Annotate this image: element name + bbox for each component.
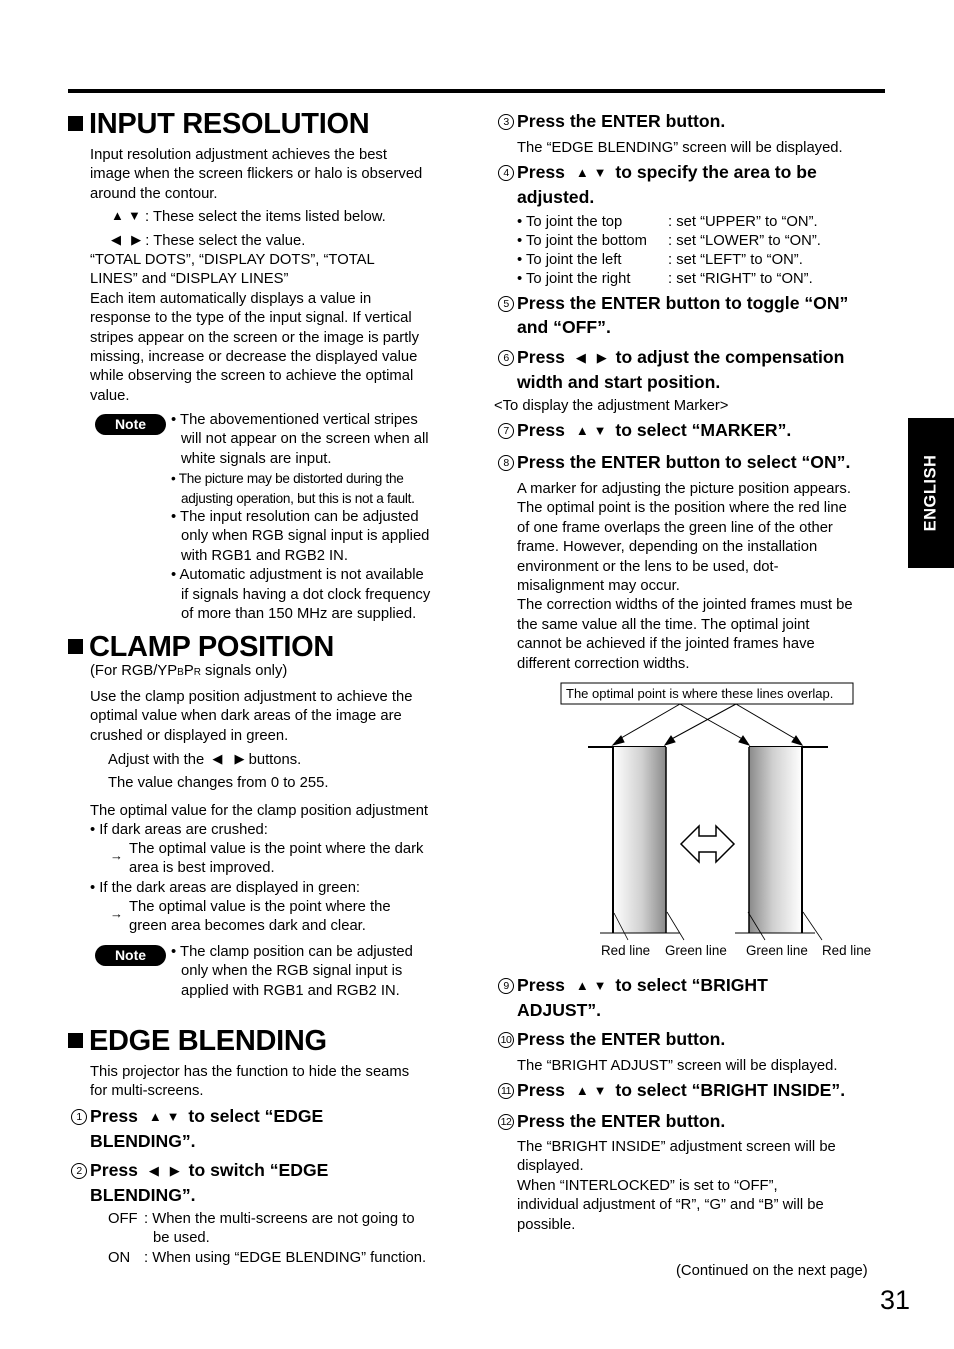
clamp-bullet-2: • If the dark areas are displayed in green: [90,880,361,896]
note-line: adjusting operation, but this is not a fault. [181,490,415,506]
down-arrow-icon: ▼ [593,423,607,438]
step-number: 9 [498,978,514,994]
step-1 [76,1104,324,1153]
square-bullet-icon [68,639,83,654]
step-text: to select “BRIGHT INSIDE”. [615,1080,846,1100]
note-line: • The clamp position can be adjusted [171,944,413,960]
note-line: • The abovementioned vertical stripes [171,412,418,428]
step-3-detail: The “EDGE BLENDING” screen will be displayed. [517,140,843,156]
note-line: only when the RGB signal input is [181,963,403,980]
option-off-key: OFF [108,1211,138,1227]
note-line: • The input resolution can be adjusted [171,509,419,526]
step-text: Press [517,162,565,182]
up-arrow-icon: ▲ [575,1083,589,1098]
text-line: while observing the screen to achieve the optimal [90,368,414,385]
step-number: 11 [498,1083,514,1099]
step-text: Press the ENTER button. [517,1029,726,1049]
up-arrow-icon: ▲ [575,423,589,438]
step-text: Press [90,1160,138,1180]
step-4 [503,160,817,209]
text-line: the same value all the time. The optimal joint [517,616,810,633]
square-bullet-icon [68,116,83,131]
step-3 [503,109,726,133]
text-line: The “BRIGHT INSIDE” adjustment screen will be [517,1139,836,1155]
text-part: signals only) [200,663,288,679]
option-off-text: : When the multi-screens are not going to [144,1211,415,1227]
step-text: Press [517,347,565,367]
right-pointing-arrow-icon: → [110,848,123,863]
clamp-note [171,943,413,1001]
text-line: green area becomes dark and clear. [129,918,366,935]
step-7 [503,418,792,443]
step-text: Press [90,1106,138,1126]
edge-blending-marker-diagram [560,680,890,970]
joint-value: : set “LEFT” to “ON”. [668,252,803,268]
step-text: and “OFF”. [517,317,611,337]
input-resolution-items [90,251,419,406]
text-line: frame. However, depending on the installation [517,539,818,556]
left-arrow-icon: ◀ [111,232,121,247]
down-arrow-icon: ▼ [166,1109,180,1124]
step-8-description [517,480,853,674]
note-line: • Automatic adjustment is not available [171,567,424,584]
clamp-adjust-instruction [108,749,301,770]
step-9 [503,973,768,1022]
note-line: of more than 150 MHz are supplied. [181,606,417,623]
clamp-bullet-1-sub [129,840,423,879]
subscript-text: B [177,667,184,678]
text-line: Each item automatically displays a value in [90,290,372,307]
step-number: 8 [498,455,514,471]
language-side-tab [908,418,954,568]
text-line: image when the screen flickers or halo is observed [90,166,423,183]
text-line: The correction widths of the jointed frames must be [517,597,853,614]
joint-value: : set “LOWER” to “ON”. [668,233,821,249]
step-text: adjusted. [517,187,595,207]
step-text: Press [517,1080,565,1100]
note-line: if signals having a dot clock frequency [181,586,431,603]
step-text: Press the ENTER button. [517,111,726,131]
clamp-optimal-title: The optimal value for the clamp position adjustment [90,803,429,819]
right-arrow-icon: ▶ [169,1163,180,1178]
option-on-key: ON [108,1250,131,1266]
joint-value: : set “RIGHT” to “ON”. [668,271,813,287]
note-line: applied with RGB1 and RGB2 IN. [181,982,400,999]
joint-value: : set “UPPER” to “ON”. [668,214,818,230]
step-text: to switch “EDGE [188,1160,329,1180]
text-line: environment or the lens to be used, dot- [517,558,779,575]
text-part: (For RGB/YP [90,663,178,679]
right-arrow-icon: ▶ [234,751,245,766]
subscript-text: R [193,667,201,678]
clamp-signal-scope [90,662,287,682]
text-line: displayed. [517,1158,584,1175]
step-text: to select “BRIGHT [615,975,768,995]
text-line: value. [90,387,130,404]
continued-note: (Continued on the next page) [676,1263,868,1279]
joint-key: • To joint the bottom [517,233,647,249]
text-line: LINES” and “DISPLAY LINES” [90,271,289,288]
step-text: Press the ENTER button to select “ON”. [517,452,851,472]
text-line: stripes appear on the screen or the image is partly [90,329,419,346]
text-line: different correction widths. [517,655,690,672]
left-arrow-icon: ◀ [148,1163,159,1178]
up-arrow-icon: ▲ [575,978,589,993]
right-arrow-icon: ▶ [131,232,142,247]
step-number: 2 [71,1163,87,1179]
instruction-text: : These select the items listed below. [145,209,386,225]
page-number: 31 [879,1285,910,1315]
note-line: • The picture may be distorted during the [171,471,404,487]
note-line: with RGB1 and RGB2 IN. [181,547,348,564]
option-off-text: be used. [153,1230,210,1246]
top-rule [68,89,885,93]
left-arrow-icon: ◀ [575,350,586,365]
text-line: The optimal value is the point where the dark [129,841,424,857]
callout-text: The optimal point is where these lines overlap. [566,686,834,701]
clamp-bullet-1: • If dark areas are crushed: [90,822,268,838]
step-12-description [517,1138,836,1235]
text-line: missing, increase or decrease the displayed value [90,349,418,366]
step-8 [503,450,851,474]
text-part: P [183,663,194,679]
text-part: buttons. [248,752,302,768]
text-line: The optimal point is the position where the red line [517,500,847,517]
label-red-line: Red line [601,943,651,958]
step-text: Press [517,975,565,995]
step-number: 7 [498,423,514,439]
step-number: 6 [498,350,514,366]
step-text: Press [517,420,565,440]
clamp-bullet-2-sub [129,898,391,937]
marker-caption: <To display the adjustment Marker> [494,398,729,414]
step-number: 5 [498,296,514,312]
clamp-intro [90,688,412,746]
section-title-edge-blending [68,1025,327,1057]
note-line: only when RGB signal input is applied [181,528,430,545]
step-text: to specify the area to be [615,162,817,182]
label-red-line: Red line [822,943,872,958]
text-line: around the contour. [90,185,218,202]
callout-arrows [613,704,802,745]
up-arrow-icon: ▲ [111,208,124,223]
title-text: CLAMP POSITION [89,631,335,663]
note-line: white signals are input. [181,450,332,467]
square-bullet-icon [68,1033,83,1048]
leftright-instruction [111,230,305,251]
section-title-clamp-position [68,631,334,663]
step-number: 12 [498,1114,514,1130]
step-text: to select “EDGE [188,1106,324,1126]
up-arrow-icon: ▲ [575,165,589,180]
text-line: cannot be achieved if the jointed frames have [517,636,815,653]
step-11 [501,1078,846,1103]
text-line: This projector has the function to hide the seams [90,1064,410,1080]
down-arrow-icon: ▼ [593,165,607,180]
text-part: Adjust with the [108,752,205,768]
right-arrow-icon: ▶ [596,350,607,365]
instruction-text: : These select the value. [145,233,306,249]
text-line: crushed or displayed in green. [90,727,289,744]
step-10-detail: The “BRIGHT ADJUST” screen will be displayed. [517,1058,838,1074]
down-arrow-icon: ▼ [128,208,141,223]
text-line: misalignment may occur. [517,578,680,595]
step-text: Press the ENTER button. [517,1111,726,1131]
text-line: When “INTERLOCKED” is set to “OFF”, [517,1177,778,1194]
clamp-range-text: The value changes from 0 to 255. [108,775,329,791]
up-arrow-icon: ▲ [148,1109,162,1124]
joint-key: • To joint the top [517,214,623,230]
joint-key: • To joint the right [517,271,631,287]
step-text: ADJUST”. [517,1000,602,1020]
joint-key: • To joint the left [517,252,622,268]
step-6 [503,345,845,394]
label-green-line: Green line [665,943,727,958]
step-2 [76,1158,329,1207]
step-text: BLENDING”. [90,1185,196,1205]
text-line: area is best improved. [129,860,275,877]
title-text: EDGE BLENDING [89,1025,327,1057]
double-arrow-icon [681,826,734,862]
text-line: possible. [517,1216,576,1233]
text-line: Input resolution adjustment achieves the best [90,147,387,163]
step-5 [503,291,849,339]
language-label: ENGLISH [921,454,940,532]
option-on-text: : When using “EDGE BLENDING” function. [144,1250,427,1266]
text-line: individual adjustment of “R”, “G” and “B” will be [517,1197,824,1214]
text-line: optimal value when dark areas of the image are [90,708,402,725]
step-12 [500,1109,726,1133]
text-line: Use the clamp position adjustment to achieve the [90,689,413,705]
step-text: to adjust the compensation [615,347,845,367]
step-10 [500,1027,726,1051]
step-text: BLENDING”. [90,1131,196,1151]
text-line: A marker for adjusting the picture position appears. [517,481,851,497]
title-text: INPUT RESOLUTION [89,108,370,140]
step-number: 3 [498,114,514,130]
left-arrow-icon: ◀ [212,751,223,766]
step-text: width and start position. [517,372,721,392]
step-number: 10 [498,1032,514,1048]
updown-instruction [111,206,386,227]
down-arrow-icon: ▼ [593,1083,607,1098]
section-title-input-resolution [68,108,369,140]
right-pointing-arrow-icon: → [110,906,123,921]
text-line: of one frame overlaps the green line of the other [517,519,833,536]
text-line: response to the type of the input signal. If vertical [90,310,412,327]
label-green-line: Green line [746,943,808,958]
step-text: to select “MARKER”. [615,420,792,440]
edge-blending-intro [90,1063,409,1102]
step-text: Press the ENTER button to toggle “ON” [517,293,849,313]
step-number: 1 [71,1109,87,1125]
text-line: “TOTAL DOTS”, “DISPLAY DOTS”, “TOTAL [90,252,375,268]
note-badge: Note [95,945,166,966]
input-resolution-notes [171,411,430,624]
step-number: 4 [498,165,514,181]
down-arrow-icon: ▼ [593,978,607,993]
text-line: The optimal value is the point where the [129,899,391,915]
input-resolution-intro [90,146,422,204]
right-blend-area [749,747,802,933]
text-line: for multi-screens. [90,1083,204,1100]
note-badge: Note [95,414,166,435]
left-blend-area [613,747,666,933]
note-line: will not appear on the screen when all [181,431,429,448]
